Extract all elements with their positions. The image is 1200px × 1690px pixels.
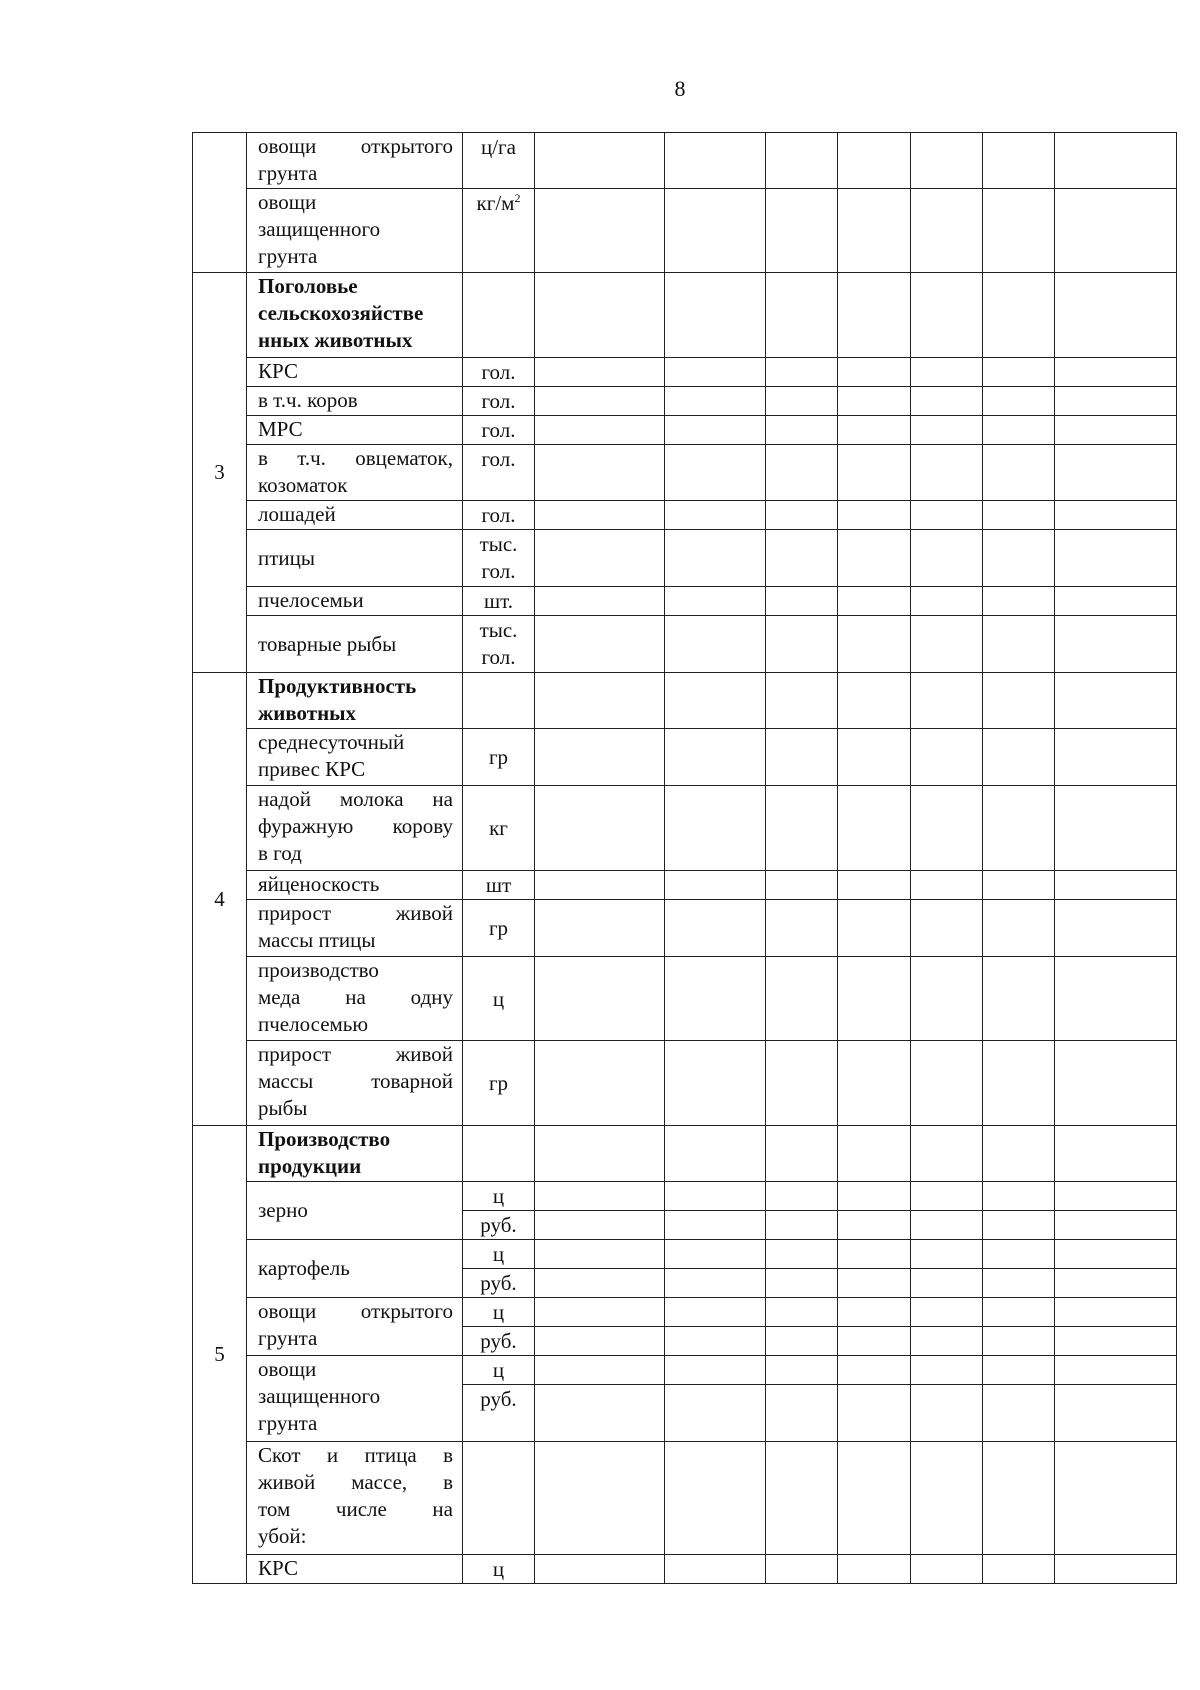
indicator-cell: товарные рыбы xyxy=(247,616,463,673)
unit-cell: $кг/м^2$ xyxy=(463,189,535,273)
unit-cell: ц xyxy=(463,1356,535,1385)
indicator-cell: Скот и птица в живой массе, в том числе на убой: xyxy=(247,1442,463,1555)
table-row xyxy=(193,445,1177,501)
section-heading: Поголовье сельскохозяйстве нных животных xyxy=(247,273,463,358)
indicator-cell: надой молока на фуражную корову в год xyxy=(247,786,463,871)
indicator-cell: производство меда на одну пчелосемью xyxy=(247,957,463,1041)
unit-cell: ц xyxy=(463,1555,535,1584)
unit-cell: руб. xyxy=(463,1385,535,1442)
indicator-cell: КРС xyxy=(247,1555,463,1584)
indicator-cell: в т.ч. коров xyxy=(247,387,463,416)
indicator-cell: пчелосемьи xyxy=(247,587,463,616)
row-number-cell: 4 xyxy=(193,673,247,1126)
section-heading: Продуктивность животных xyxy=(247,673,463,729)
unit-cell: руб. xyxy=(463,1269,535,1298)
indicator-cell: птицы xyxy=(247,530,463,587)
indicator-cell: овощи защищенного грунта xyxy=(247,189,463,273)
indicator-cell: лошадей xyxy=(247,501,463,530)
indicator-cell: в т.ч. овцематок, козоматок xyxy=(247,445,463,501)
unit-cell: руб. xyxy=(463,1211,535,1240)
table-row xyxy=(193,1126,1177,1182)
unit-cell: шт xyxy=(463,871,535,900)
table-row xyxy=(193,957,1177,1041)
table-row xyxy=(193,358,1177,387)
table-row xyxy=(193,1442,1177,1555)
table-row xyxy=(193,673,1177,729)
indicator-cell: прирост живой массы товарной рыбы xyxy=(247,1041,463,1126)
unit-cell: гол. xyxy=(463,387,535,416)
table-row xyxy=(193,1240,1177,1269)
table-row xyxy=(193,729,1177,786)
table-row xyxy=(193,387,1177,416)
indicator-cell: овощи защищенного грунта xyxy=(247,1356,463,1442)
table-row xyxy=(193,786,1177,871)
unit-cell: шт. xyxy=(463,587,535,616)
unit-cell: тыс. гол. xyxy=(463,616,535,673)
table-row xyxy=(193,1182,1177,1211)
indicator-cell: прирост живой массы птицы xyxy=(247,900,463,957)
table-row xyxy=(193,501,1177,530)
table-row xyxy=(193,133,1177,189)
table-row xyxy=(193,900,1177,957)
unit-cell: ц xyxy=(463,1240,535,1269)
unit-cell: руб. xyxy=(463,1327,535,1356)
table-row xyxy=(193,530,1177,587)
unit-cell: гол. xyxy=(463,445,535,501)
table-row xyxy=(193,871,1177,900)
table-row xyxy=(193,189,1177,273)
unit-cell: гр xyxy=(463,900,535,957)
unit-cell: ц xyxy=(463,1298,535,1327)
table-row xyxy=(193,587,1177,616)
unit-cell: гр xyxy=(463,729,535,786)
unit-cell: ц xyxy=(463,957,535,1041)
unit-cell: ц/га xyxy=(463,133,535,189)
table-row xyxy=(193,416,1177,445)
table-row xyxy=(193,1356,1177,1385)
unit-cell: гол. xyxy=(463,358,535,387)
unit-cell: ц xyxy=(463,1182,535,1211)
indicator-cell: МРС xyxy=(247,416,463,445)
table-row xyxy=(193,1555,1177,1584)
unit-cell: тыс. гол. xyxy=(463,530,535,587)
table-row xyxy=(193,616,1177,673)
indicator-cell: овощи открытого грунта xyxy=(247,133,463,189)
unit-cell: гол. xyxy=(463,501,535,530)
indicator-cell: овощи открытого грунта xyxy=(247,1298,463,1356)
table-row xyxy=(193,273,1177,358)
indicator-cell: КРС xyxy=(247,358,463,387)
unit-cell: гол. xyxy=(463,416,535,445)
row-number-cell xyxy=(193,133,247,273)
row-number-cell: 5 xyxy=(193,1126,247,1584)
indicator-cell: зерно xyxy=(247,1182,463,1240)
indicator-cell: яйценоскость xyxy=(247,871,463,900)
page-number: 8 xyxy=(674,76,686,101)
unit-cell: гр xyxy=(463,1041,535,1126)
row-number-cell: 3 xyxy=(193,273,247,673)
table-row xyxy=(193,1298,1177,1327)
indicator-cell: среднесуточный привес КРС xyxy=(247,729,463,786)
unit-cell: кг xyxy=(463,786,535,871)
indicator-cell: картофель xyxy=(247,1240,463,1298)
section-heading: Производство продукции xyxy=(247,1126,463,1182)
table-row xyxy=(193,1041,1177,1126)
data-table xyxy=(192,132,1177,1584)
